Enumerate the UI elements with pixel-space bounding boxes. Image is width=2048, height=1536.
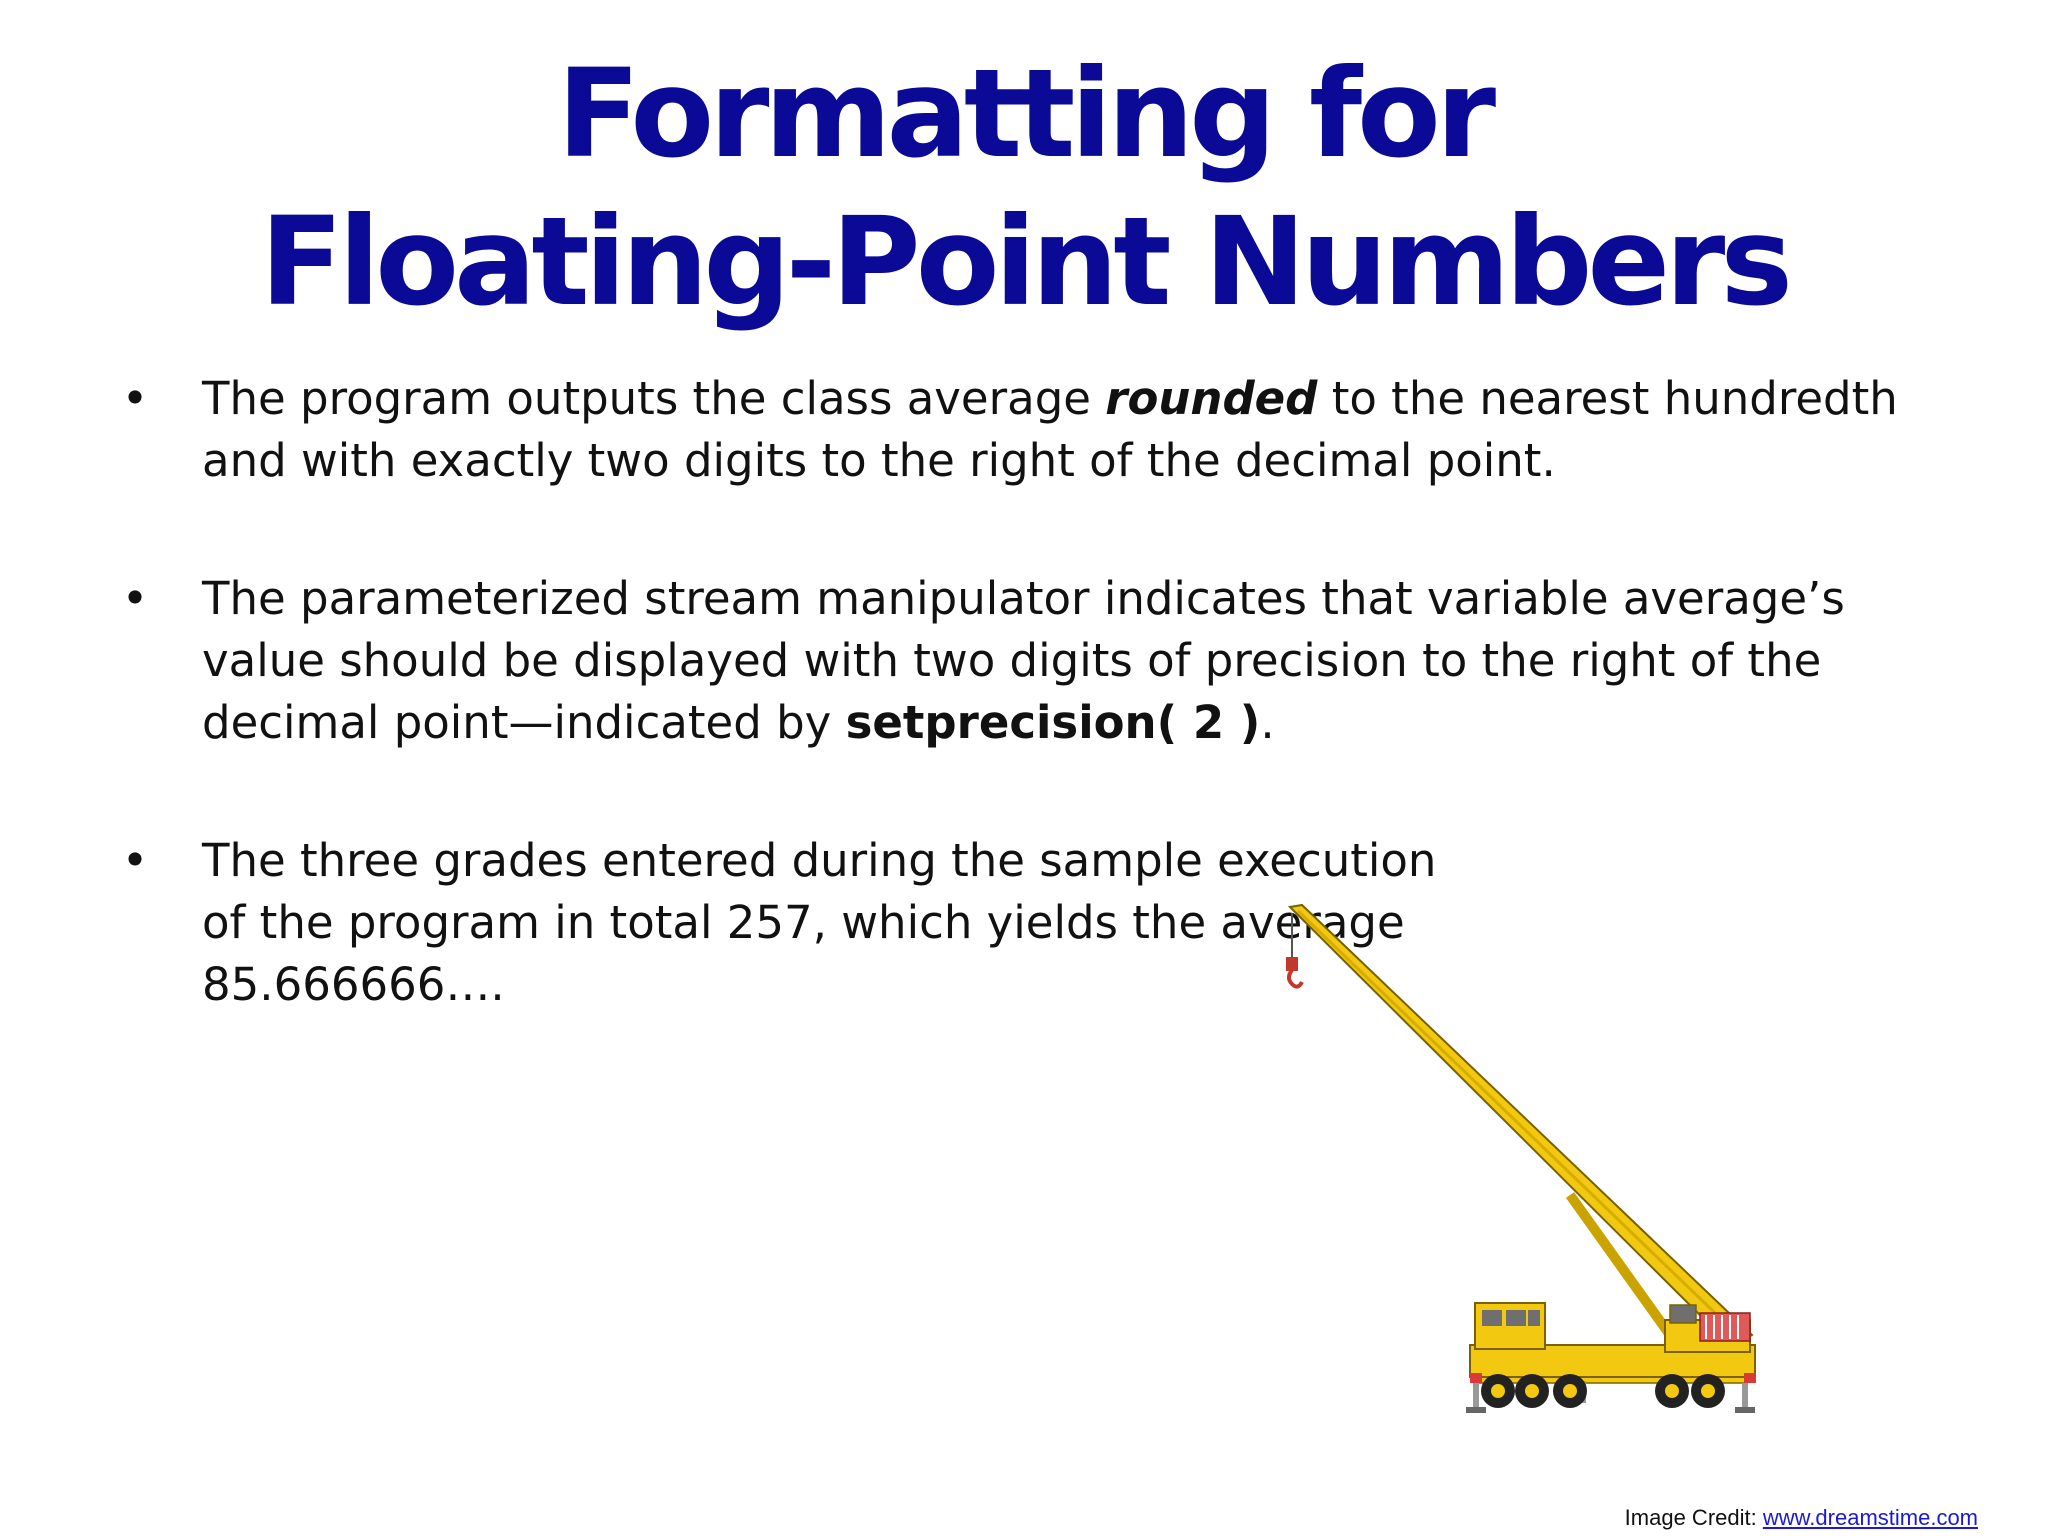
code-text: setprecision( 2 ) [845, 696, 1261, 749]
bullet-text: The three grades entered during the sample execution of the program in total 257, which yields the average 85.666666…. [202, 834, 1437, 1011]
bullet-item [120, 568, 1950, 754]
bullet-text: to the nearest hundredth and with exactly two digits to the right of the decimal point. [202, 372, 1898, 487]
bullet-text: . [1260, 696, 1275, 749]
emphasis-text: rounded [1105, 372, 1318, 425]
bullet-marker: • [121, 834, 149, 887]
slide-title [0, 40, 2048, 336]
bullet-marker: • [121, 572, 149, 625]
title-line-2: Floating-Point Numbers [260, 191, 1788, 333]
image-credit [1625, 1505, 1978, 1531]
bullet-marker: • [121, 372, 149, 425]
credit-link[interactable]: www.dreamstime.com [1762, 1505, 1978, 1530]
bullet-text: The parameterized stream manipulator indicates that variable average’s value should be displayed with two digits of precision to the right of the decimal point—indicated by [202, 572, 1845, 749]
crane-icon [1270, 895, 1790, 1435]
title-line-1: Formatting for [557, 43, 1491, 185]
credit-label: Image Credit: [1624, 1505, 1763, 1530]
bullet-item [120, 368, 1950, 492]
bullet-text: The program outputs the class average [202, 372, 1106, 425]
